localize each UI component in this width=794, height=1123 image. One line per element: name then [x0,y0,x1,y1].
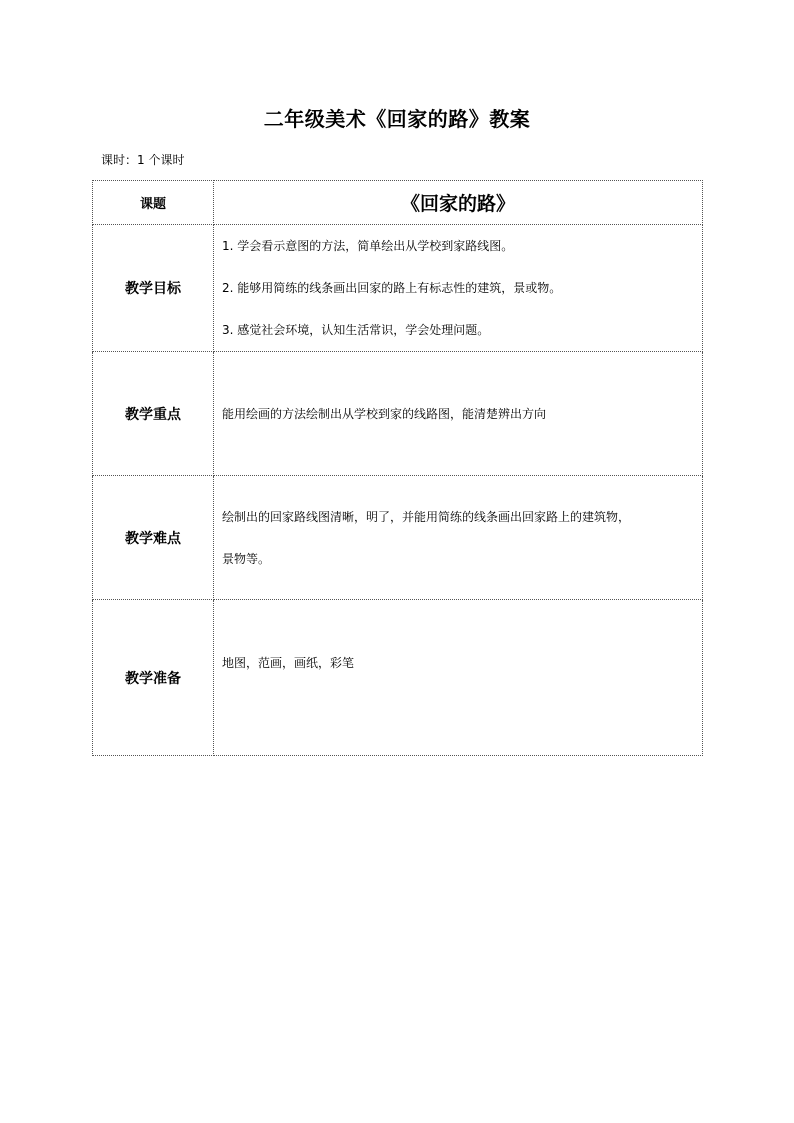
row-key-points [93,352,703,476]
row-goals [93,225,703,352]
row-difficulties [93,476,703,600]
preparation-label: 教学准备 [93,600,214,756]
goals-content [214,225,703,352]
row-topic [93,181,703,225]
goals-label: 教学目标 [93,225,214,352]
row-preparation [93,600,703,756]
goal-item: 1. 学会看示意图的方法，简单绘出从学校到家路线图。 [222,239,514,253]
difficulties-content [214,476,703,600]
topic-label: 课题 [93,181,214,225]
difficulties-line: 绘制出的回家路线图清晰，明了，并能用简练的线条画出回家路上的建筑物， [222,509,631,524]
difficulties-label: 教学难点 [93,476,214,600]
document-title: 二年级美术《回家的路》教案 [263,107,531,131]
key-points-content [214,352,703,476]
class-period: 课时：1 个课时 [101,153,185,167]
key-points-label: 教学重点 [93,352,214,476]
preparation-text: 地图，范画，画纸，彩笔 [222,656,355,670]
difficulties-line: 景物等。 [222,551,271,566]
goal-item: 3. 感觉社会环境，认知生活常识，学会处理问题。 [222,323,490,337]
key-points-text: 能用绘画的方法绘制出从学校到家的线路图，能清楚辨出方向 [222,406,547,421]
topic-value: 《回家的路》 [214,181,703,225]
goal-item: 2. 能够用简练的线条画出回家的路上有标志性的建筑，景或物。 [222,281,562,295]
preparation-content [214,600,703,756]
lesson-plan-table [92,180,703,756]
